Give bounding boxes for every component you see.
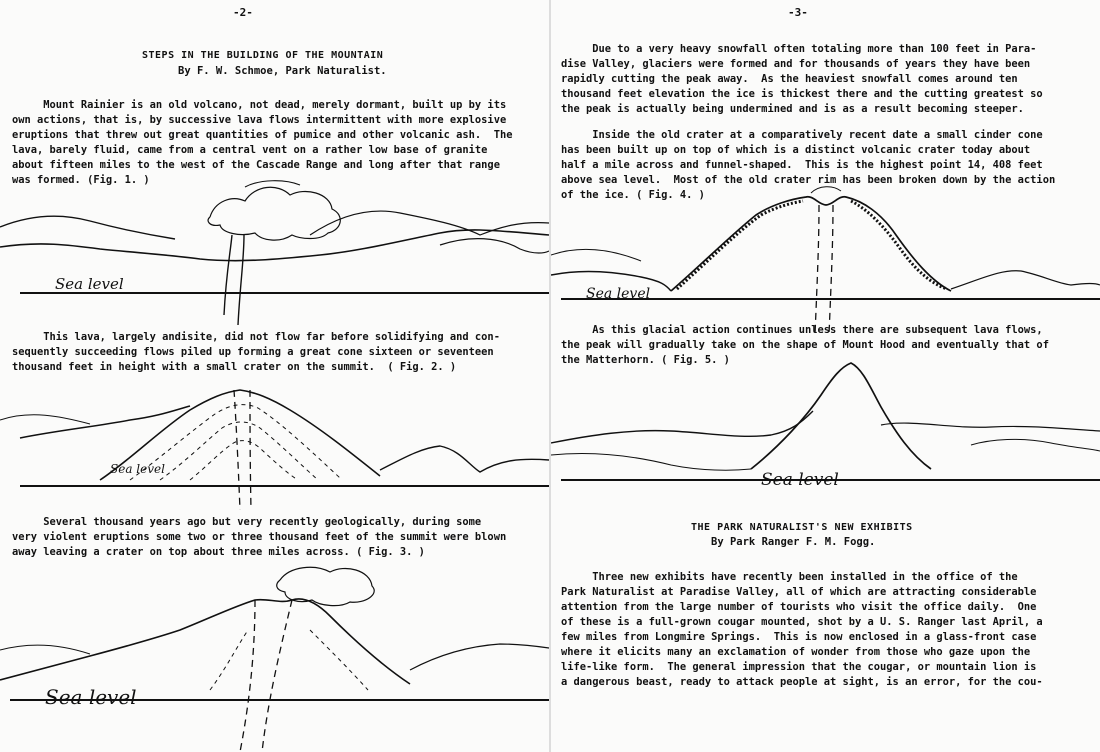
figure-3-sea-level-label: Sea level [45,685,137,709]
paragraph-4: Due to a very heavy snowfall often totaling more than 100 feet in Para- dise Valley, glaciers were formed and for thousands of years they have been rapidly cutting the peak away. As the heaviest snowfall comes around ten thousand feet elevation the ice is thickest there and the cutting greatest so the peak is actually being undermined and is as a result becoming steeper. [561,43,1043,115]
figure-2-drawing [0,380,549,510]
paragraph-2: This lava, largely andisite, did not flow far before solidifying and con- sequently succeeding flows piled up forming a great cone sixteen or seventeen thousand feet in height with a small crater on the summit. ( Fig. 2. ) [12,331,500,373]
paragraph-1: Mount Rainier is an old volcano, not dead, merely dormant, built up by its own actions, that is, by successive lava flows intermittent with more explosive eruptions that threw out great quantities of pumice and other volcanic ash. The lava, barely fluid, came from a central vent on a rather low base of granite about fifteen miles to the west of the Cascade Range and long after that range was formed. (Fig. 1. ) [12,99,513,186]
article-byline: By F. W. Schmoe, Park Naturalist. [178,65,387,77]
page-number: -2- [233,6,253,19]
figure-5-sea-level-label: Sea level [761,470,839,490]
figure-4-sea-level-label: Sea level [586,286,651,302]
left-page [0,0,549,752]
figure-1-sea-level-label: Sea level [55,275,124,293]
paragraph-6: As this glacial action continues unless there are subsequent lava flows, the peak will gradually take on the shape of Mount Hood and eventually that of the Matterhorn. ( Fig. 5. ) [561,324,1049,366]
right-page [551,0,1100,752]
article-title: STEPS IN THE BUILDING OF THE MOUNTAIN [142,50,384,61]
article2-title: THE PARK NATURALIST'S NEW EXHIBITS [691,522,913,533]
figure-1-drawing [0,175,549,325]
page-number: -3- [788,6,808,19]
figure-4-drawing [551,185,1100,335]
paragraph-3: Several thousand years ago but very recently geologically, during some very violent eruptions some two or three thousand feet of the summit were blown away leaving a crater on top about three miles across. ( Fig. 3. ) [12,516,507,558]
paragraph-7: Three new exhibits have recently been installed in the office of the Park Naturalist at Paradise Valley, all of which are attracting considerable attention from the large number of tourists who visit the office daily. One of these is a full-grown cougar mounted, shot by a U. S. Ranger last April, a few miles from Longmire Springs. This is now enclosed in a glass-front case where it elicits many an exclamation of wonder from those who gaze upon the life-like form. The general impression that the cougar, or mountain lion is a dangerous beast, ready to attack people at sight, is an error, for the cou- [561,571,1043,688]
article2-byline: By Park Ranger F. M. Fogg. [711,536,876,548]
figure-2-sea-level-label: Sea level [110,462,165,476]
paragraph-5: Inside the old crater at a comparatively recent date a small cinder cone has been built up on top of which is a distinct volcanic crater today about half a mile across and funnel-shaped. This is the highest point 14, 408 feet above sea level. Most of the old crater rim has been broken down by the action of the ice. ( Fig. 4. ) [561,129,1056,201]
figure-3-drawing [0,560,549,752]
